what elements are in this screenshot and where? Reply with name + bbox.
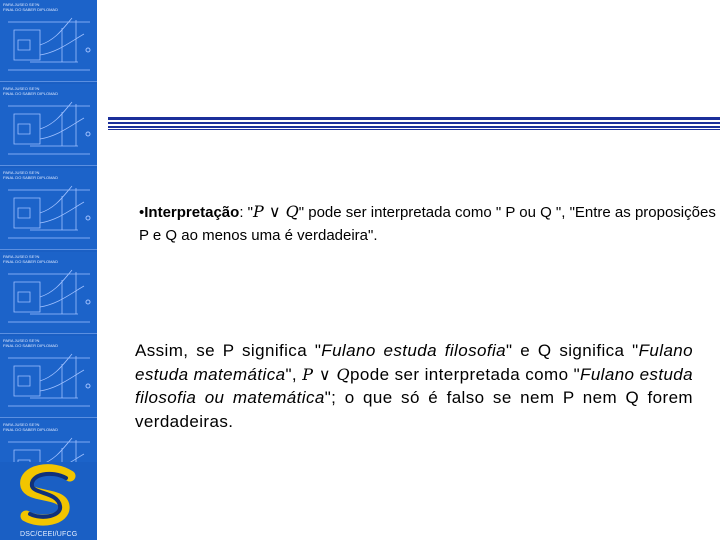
blueprint-drawing xyxy=(0,168,97,250)
example-paragraph xyxy=(135,339,693,433)
decorative-sidebar xyxy=(0,0,97,540)
sidebar-panel-caption: PARA JUSEO SE?N FINAL DO SABER DIPLOMAD xyxy=(3,338,58,348)
paragraph-italic-phrase: Fulano estuda filosofia xyxy=(321,341,506,360)
interpretation-label: Interpretação xyxy=(144,204,240,221)
logo-caption: DSC/CEEI/UFCG xyxy=(20,531,78,538)
paragraph-italic-phrase: Fulano estuda filosofia ou matemática xyxy=(135,364,694,407)
paragraph-text: Assim, se P significa " xyxy=(135,341,322,360)
sidebar-panel-caption: PARA JUSEO SE?N FINAL DO SABER DIPLOMAD xyxy=(3,2,58,12)
paragraph-text: "; o que só é falso se nem P nem Q forem verdadeiras. xyxy=(135,388,693,431)
sidebar-panel-caption: PARA JUSEO SE?N FINAL DO SABER DIPLOMAD xyxy=(3,86,58,96)
sidebar-panel xyxy=(0,84,97,166)
blueprint-drawing xyxy=(0,336,97,418)
sidebar-panel xyxy=(0,252,97,334)
paragraph-text: pode ser interpretada como " xyxy=(350,364,581,384)
interpretation-description: " pode ser interpretada como " P ou Q ", "Entre as proposições P e Q ao menos uma é verdadeira". xyxy=(139,204,716,244)
sidebar-panel xyxy=(0,336,97,418)
formula-p-or-q: P ∨ Q xyxy=(302,364,351,384)
paragraph-text: " e Q significa " xyxy=(506,341,639,360)
blueprint-drawing xyxy=(0,84,97,166)
sidebar-panel xyxy=(0,0,97,82)
formula-p-or-q: P ∨ Q xyxy=(252,202,299,221)
institution-logo xyxy=(0,462,97,540)
paragraph-italic-phrase: Fulano estuda matemática xyxy=(135,341,694,384)
blueprint-drawing xyxy=(0,0,97,82)
interpretation-text: •Interpretação: "P ∨ Q" pode ser interpretada como " P ou Q ", "Entre as proposições P e Q ao menos uma é verdadeira". xyxy=(139,202,716,244)
paragraph-text: ", xyxy=(285,364,303,384)
header-rule-lines xyxy=(108,117,720,131)
sidebar-panel-caption: PARA JUSEO SE?N FINAL DO SABER DIPLOMAD xyxy=(3,170,58,180)
sidebar-panel xyxy=(0,168,97,250)
sidebar-panel-caption: PARA JUSEO SE?N FINAL DO SABER DIPLOMAD xyxy=(3,254,58,264)
interpretation-colon: : " xyxy=(239,204,253,221)
sidebar-panel-caption: PARA JUSEO SE?N FINAL DO SABER DIPLOMAD xyxy=(3,422,58,432)
s-logo-icon xyxy=(0,462,97,540)
blueprint-drawing xyxy=(0,252,97,334)
